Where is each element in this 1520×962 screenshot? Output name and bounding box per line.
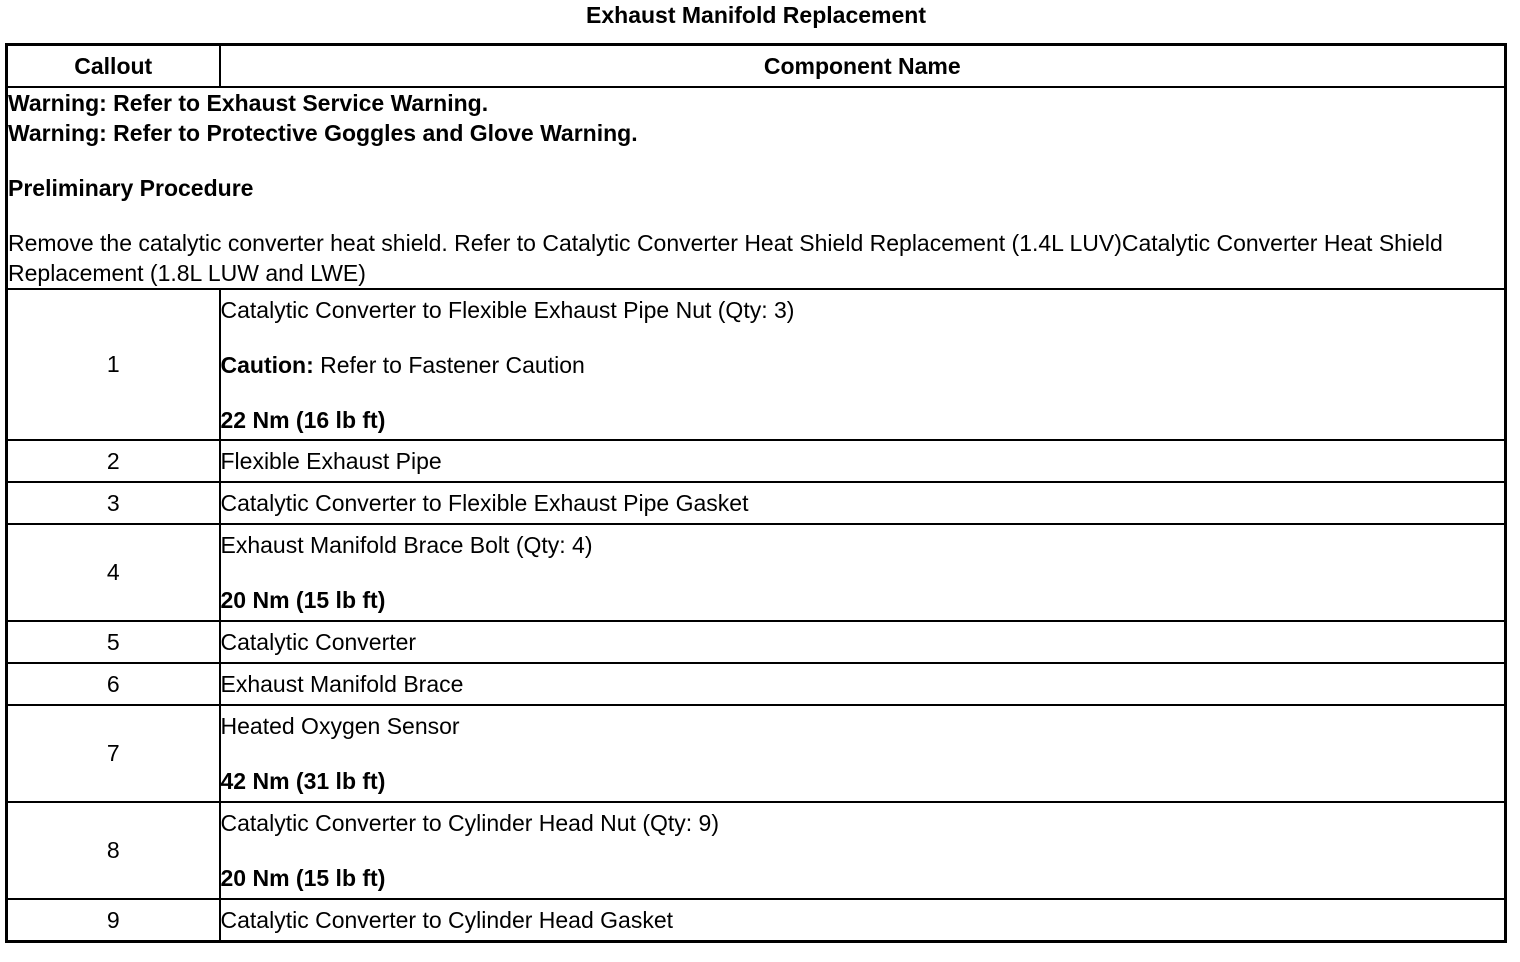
torque-spec: 20 Nm (15 lb ft) xyxy=(220,865,386,891)
caution-label: Caution: xyxy=(220,351,314,378)
callout-cell: 4 xyxy=(7,524,220,621)
table-row xyxy=(7,705,1506,802)
torque-spec: 42 Nm (31 lb ft) xyxy=(220,768,386,794)
preliminary-row xyxy=(7,87,1506,289)
column-header-component-name: Component Name xyxy=(220,45,1506,88)
table-row xyxy=(7,482,1506,524)
table-row xyxy=(7,802,1506,899)
component-name-cell: Flexible Exhaust Pipe xyxy=(220,440,1506,482)
component-name-cell: Catalytic Converter to Flexible Exhaust Pipe Gasket xyxy=(220,482,1506,524)
preliminary-procedure-heading: Preliminary Procedure xyxy=(8,175,254,201)
preliminary-cell xyxy=(7,87,1506,289)
component-name-cell: Catalytic Converter xyxy=(220,621,1506,663)
table-row xyxy=(7,524,1506,621)
callout-cell: 9 xyxy=(7,899,220,942)
preliminary-procedure-text: Remove the catalytic converter heat shield. Refer to Catalytic Converter Heat Shield Replacement (1.4L LUV)Catalytic Converter Heat Shield Replacement (1.8L LUW and LWE) xyxy=(8,230,1443,286)
table-row xyxy=(7,899,1506,942)
caution-note xyxy=(221,352,1505,378)
component-name-cell: Catalytic Converter to Cylinder Head Gasket xyxy=(220,899,1506,942)
callout-cell: 2 xyxy=(7,440,220,482)
component-name: Heated Oxygen Sensor xyxy=(220,713,460,739)
component-name: Catalytic Converter to Cylinder Head Nut (Qty: 9) xyxy=(220,810,720,836)
callout-cell: 1 xyxy=(7,289,220,440)
component-name-cell: Exhaust Manifold Brace xyxy=(220,663,1506,705)
table-row xyxy=(7,440,1506,482)
component-table xyxy=(5,43,1507,943)
component-name: Catalytic Converter to Flexible Exhaust Pipe Nut (Qty: 3) xyxy=(220,296,795,323)
callout-cell: 5 xyxy=(7,621,220,663)
table-row xyxy=(7,289,1506,440)
caution-text: Refer to Fastener Caution xyxy=(313,351,585,378)
component-name: Exhaust Manifold Brace Bolt (Qty: 4) xyxy=(220,532,593,558)
callout-cell: 6 xyxy=(7,663,220,705)
table-header-row xyxy=(7,45,1506,88)
torque-spec: 22 Nm (16 lb ft) xyxy=(220,406,386,433)
page-title: Exhaust Manifold Replacement xyxy=(586,2,926,28)
column-header-callout: Callout xyxy=(7,45,220,88)
torque-spec: 20 Nm (15 lb ft) xyxy=(220,587,386,613)
table-row xyxy=(7,621,1506,663)
component-name-cell xyxy=(220,524,1506,621)
component-name-cell xyxy=(220,289,1506,440)
callout-cell: 7 xyxy=(7,705,220,802)
warning-goggles-glove: Warning: Refer to Protective Goggles and Glove Warning. xyxy=(8,120,638,146)
table-row xyxy=(7,663,1506,705)
warning-exhaust-service: Warning: Refer to Exhaust Service Warning. xyxy=(8,90,489,116)
callout-cell: 3 xyxy=(7,482,220,524)
component-name-cell xyxy=(220,802,1506,899)
callout-cell: 8 xyxy=(7,802,220,899)
component-name-cell xyxy=(220,705,1506,802)
